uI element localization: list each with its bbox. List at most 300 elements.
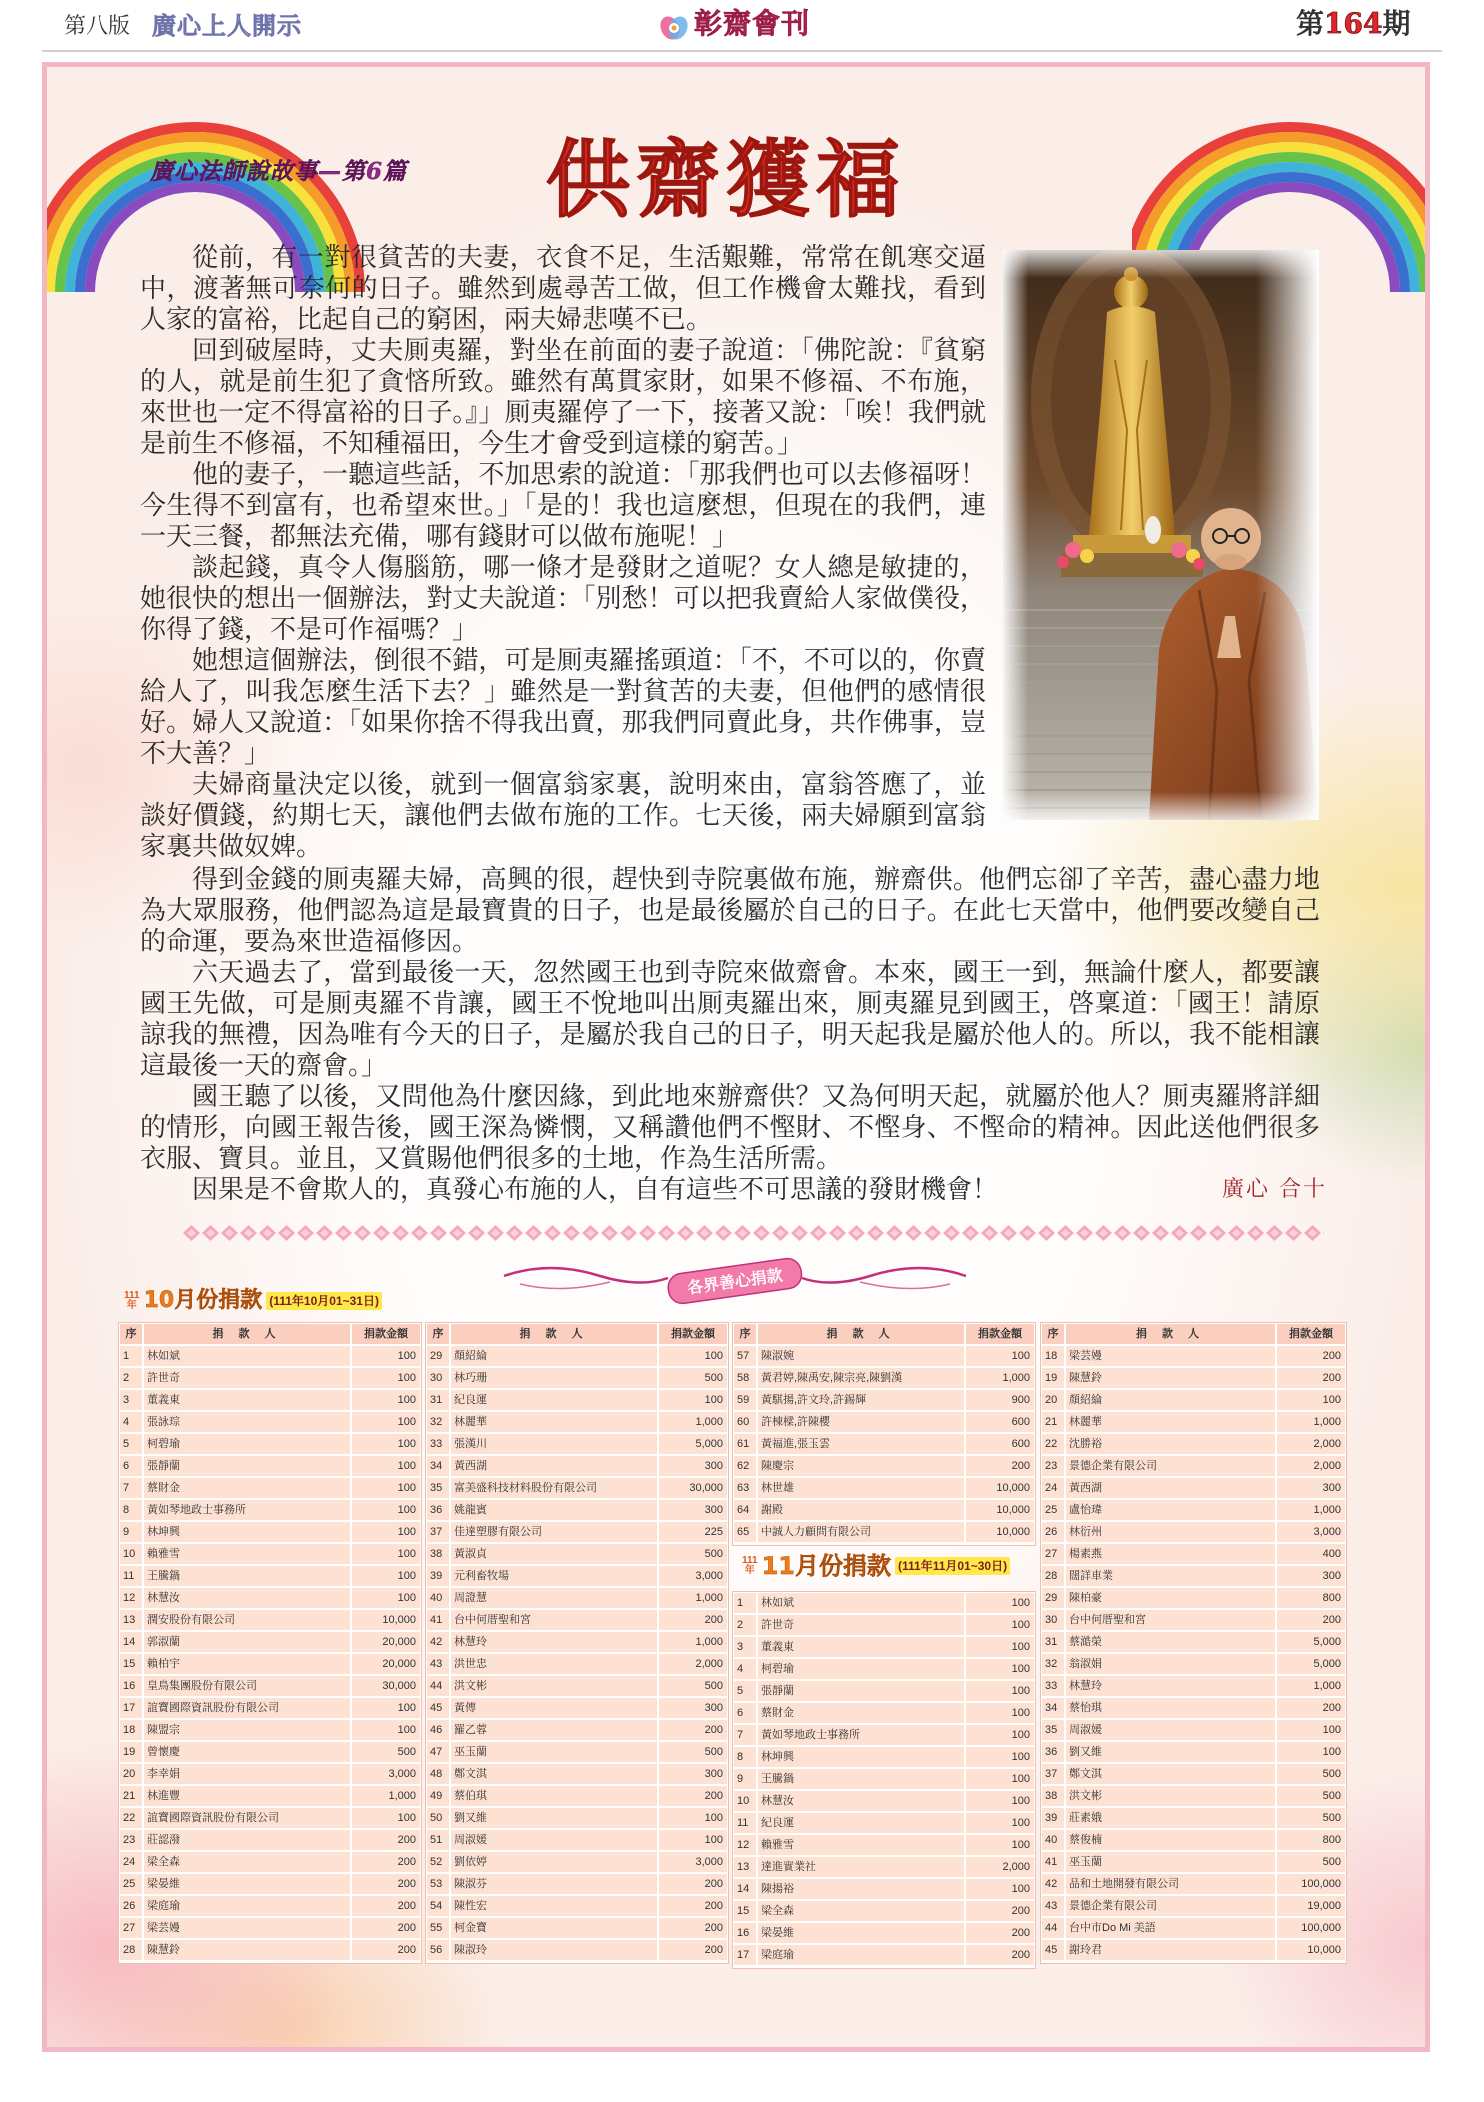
donation-amount: 100 — [352, 1522, 420, 1542]
donation-row — [734, 1813, 1034, 1833]
donation-amount: 100 — [966, 1725, 1034, 1745]
donation-amount: 200 — [1277, 1610, 1345, 1630]
header-no: 序 — [427, 1324, 449, 1344]
donation-name: 紀良運 — [758, 1813, 964, 1833]
donation-amount: 1,000 — [1277, 1676, 1345, 1696]
donation-no: 11 — [120, 1566, 142, 1586]
donation-name: 黃如琴地政士事務所 — [144, 1500, 350, 1520]
donation-row — [120, 1918, 420, 1938]
donation-amount: 100 — [966, 1615, 1034, 1635]
donation-name: 梁芸嫚 — [144, 1918, 350, 1938]
donation-no: 61 — [734, 1434, 756, 1454]
donation-no: 45 — [427, 1698, 449, 1718]
donation-amount: 900 — [966, 1390, 1034, 1410]
donation-row — [120, 1698, 420, 1718]
donation-row — [734, 1659, 1034, 1679]
donation-no: 52 — [427, 1852, 449, 1872]
donation-name: 鄭文淇 — [451, 1764, 657, 1784]
donation-amount: 10,000 — [966, 1500, 1034, 1520]
donation-no: 40 — [427, 1588, 449, 1608]
donation-row — [734, 1412, 1034, 1432]
donation-amount: 100 — [352, 1808, 420, 1828]
donation-no: 30 — [1042, 1610, 1064, 1630]
donation-name: 黃君婷,陳禹安,陳宗亮,陳劉漢 — [758, 1368, 964, 1388]
donation-no: 13 — [734, 1857, 756, 1877]
donation-no: 60 — [734, 1412, 756, 1432]
donation-no: 4 — [120, 1412, 142, 1432]
donation-name: 許世奇 — [144, 1368, 350, 1388]
donation-amount: 100 — [659, 1390, 727, 1410]
donation-name: 梁全森 — [758, 1901, 964, 1921]
donation-name: 陳慧鈴 — [1066, 1368, 1275, 1388]
donation-amount: 200 — [352, 1852, 420, 1872]
donation-row — [427, 1346, 727, 1366]
donation-row — [734, 1390, 1034, 1410]
donation-no: 21 — [1042, 1412, 1064, 1432]
donation-row — [734, 1857, 1034, 1877]
donation-row — [120, 1830, 420, 1850]
donation-amount: 100 — [966, 1835, 1034, 1855]
donation-amount: 100 — [352, 1368, 420, 1388]
donation-no: 31 — [427, 1390, 449, 1410]
header-no: 序 — [1042, 1324, 1064, 1344]
donation-name: 林慧玲 — [1066, 1676, 1275, 1696]
donation-row — [427, 1478, 727, 1498]
donation-row — [734, 1346, 1034, 1366]
donation-name: 皇鳥集團股份有限公司 — [144, 1676, 350, 1696]
donation-no: 17 — [734, 1945, 756, 1965]
donation-no: 3 — [120, 1390, 142, 1410]
donation-amount: 500 — [1277, 1764, 1345, 1784]
article-title: 供齋獲福 — [546, 130, 907, 229]
story-paragraph: 因果是不會欺人的，真發心布施的人，自有這些不可思議的發財機會！ — [192, 1175, 999, 1205]
donation-no: 50 — [427, 1808, 449, 1828]
donation-name: 沈勝裕 — [1066, 1434, 1275, 1454]
donation-amount: 100 — [966, 1681, 1034, 1701]
donation-no: 20 — [120, 1764, 142, 1784]
donation-row — [1042, 1390, 1345, 1410]
donation-no: 6 — [120, 1456, 142, 1476]
donation-row — [120, 1896, 420, 1916]
donation-row — [427, 1610, 727, 1630]
donation-no: 18 — [120, 1720, 142, 1740]
donation-row — [120, 1742, 420, 1762]
donation-name: 盧怡瑋 — [1066, 1500, 1275, 1520]
donation-amount: 100 — [352, 1390, 420, 1410]
donation-table — [1040, 1322, 1347, 1964]
donation-amount: 100 — [352, 1588, 420, 1608]
october-heading — [124, 1290, 382, 1312]
donation-amount: 400 — [1277, 1544, 1345, 1564]
donation-no: 45 — [1042, 1940, 1064, 1960]
donation-amount: 2,000 — [1277, 1456, 1345, 1476]
donation-amount: 1,000 — [659, 1588, 727, 1608]
donation-name: 元利畜牧場 — [451, 1566, 657, 1586]
donation-amount: 3,000 — [352, 1764, 420, 1784]
donation-no: 10 — [120, 1544, 142, 1564]
donation-row — [120, 1654, 420, 1674]
donation-no: 56 — [427, 1940, 449, 1960]
donation-row — [427, 1632, 727, 1652]
donation-amount: 3,000 — [659, 1566, 727, 1586]
donation-no: 33 — [1042, 1676, 1064, 1696]
donation-row — [1042, 1500, 1345, 1520]
donation-name: 梁全森 — [144, 1852, 350, 1872]
donation-no: 3 — [734, 1637, 756, 1657]
donation-row — [427, 1522, 727, 1542]
donation-no: 55 — [427, 1918, 449, 1938]
donation-no: 39 — [1042, 1808, 1064, 1828]
donation-row — [734, 1681, 1034, 1701]
donation-name: 劉又維 — [1066, 1742, 1275, 1762]
donation-amount: 100 — [966, 1703, 1034, 1723]
donation-name: 翁淑娟 — [1066, 1654, 1275, 1674]
donation-amount: 100 — [966, 1659, 1034, 1679]
story-paragraph: 夫婦商量決定以後，就到一個富翁家裏，說明來由，富翁答應了，並談好價錢，約期七天，讓他們去做布施的工作。七天後，兩夫婦願到富翁家裏共做奴婢。 — [140, 770, 986, 862]
donation-amount: 200 — [966, 1923, 1034, 1943]
year-number: 111 — [124, 1290, 140, 1301]
donation-name: 達進實業社 — [758, 1857, 964, 1877]
donation-row — [734, 1637, 1034, 1657]
donation-amount: 2,000 — [659, 1654, 727, 1674]
donation-no: 64 — [734, 1500, 756, 1520]
donation-row — [1042, 1654, 1345, 1674]
donation-name: 莊認潑 — [144, 1830, 350, 1850]
donation-no: 11 — [734, 1813, 756, 1833]
story-text-upper — [140, 243, 986, 863]
donation-name: 黃如琴地政士事務所 — [758, 1725, 964, 1745]
donation-amount: 200 — [352, 1918, 420, 1938]
donation-amount: 3,000 — [1277, 1522, 1345, 1542]
donation-row — [427, 1786, 727, 1806]
donation-amount: 100 — [352, 1478, 420, 1498]
donation-row — [734, 1615, 1034, 1635]
donation-name: 許世奇 — [758, 1615, 964, 1635]
donation-no: 18 — [1042, 1346, 1064, 1366]
donation-no: 54 — [427, 1896, 449, 1916]
donation-no: 47 — [427, 1742, 449, 1762]
donation-row — [120, 1390, 420, 1410]
donation-name: 洪世忠 — [451, 1654, 657, 1674]
donation-name: 品和土地開發有限公司 — [1066, 1874, 1275, 1894]
donation-amount: 20,000 — [352, 1632, 420, 1652]
donation-name: 林慧玲 — [451, 1632, 657, 1652]
donation-name: 梁晏維 — [758, 1923, 964, 1943]
donation-row — [1042, 1940, 1345, 1960]
donation-no: 59 — [734, 1390, 756, 1410]
donation-row — [427, 1500, 727, 1520]
donation-no: 43 — [1042, 1896, 1064, 1916]
donation-name: 陳慧鈴 — [144, 1940, 350, 1960]
donation-name: 林巧珊 — [451, 1368, 657, 1388]
story-paragraph: 六天過去了，當到最後一天，忽然國王也到寺院來做齋會。本來，國王一到，無論什麼人，都要讓國王先做，可是厠夷羅不肯讓，國王不悅地叫出厠夷羅出來，厠夷羅見到國王，啓稟道：「國王！請原諒我的無禮，因為唯有今天的日子，是屬於我自己的日子，明天起我是屬於他人的。所以，我不能相讓這最後一天的齋會。」 — [140, 958, 1320, 1081]
donation-amount: 300 — [659, 1764, 727, 1784]
donation-row — [734, 1747, 1034, 1767]
donation-table — [732, 1322, 1036, 1546]
donation-name: 黃騏揚,許文玲,許錫輝 — [758, 1390, 964, 1410]
donation-row — [1042, 1434, 1345, 1454]
donation-name: 台中市Do Mi 美語 — [1066, 1918, 1275, 1938]
donation-amount: 500 — [1277, 1786, 1345, 1806]
donation-amount: 200 — [659, 1940, 727, 1960]
donation-amount: 100 — [966, 1769, 1034, 1789]
donation-amount: 100 — [352, 1698, 420, 1718]
donation-row — [734, 1945, 1034, 1965]
donation-row — [427, 1676, 727, 1696]
donation-amount: 800 — [1277, 1830, 1345, 1850]
donation-name: 林坤興 — [758, 1747, 964, 1767]
donation-row — [120, 1786, 420, 1806]
donation-name: 黃傳 — [451, 1698, 657, 1718]
donation-row — [1042, 1456, 1345, 1476]
donation-row — [734, 1434, 1034, 1454]
monk-buddha-photo — [1003, 250, 1319, 820]
donation-name: 台中何厝聖和宮 — [451, 1610, 657, 1630]
donation-name: 林進豐 — [144, 1786, 350, 1806]
donation-no: 26 — [1042, 1522, 1064, 1542]
donation-no: 63 — [734, 1478, 756, 1498]
issue-prefix: 第 — [1296, 7, 1325, 40]
donation-name: 蔡伯琪 — [451, 1786, 657, 1806]
donation-row — [1042, 1610, 1345, 1630]
donation-amount: 200 — [659, 1610, 727, 1630]
donation-no: 7 — [734, 1725, 756, 1745]
donation-amount: 10,000 — [966, 1522, 1034, 1542]
year-mark — [742, 1556, 758, 1576]
donation-amount: 100 — [966, 1879, 1034, 1899]
donation-amount: 100 — [352, 1346, 420, 1366]
donation-name: 蔡財金 — [758, 1703, 964, 1723]
donation-row — [120, 1808, 420, 1828]
header-name: 捐 款 人 — [144, 1324, 350, 1344]
donation-amount: 200 — [659, 1786, 727, 1806]
donation-name: 賴雅雪 — [144, 1544, 350, 1564]
donation-no: 42 — [427, 1632, 449, 1652]
donation-amount: 3,000 — [659, 1852, 727, 1872]
donation-row — [734, 1769, 1034, 1789]
edition-label: 第八版 — [64, 14, 131, 39]
donation-no: 30 — [427, 1368, 449, 1388]
donation-amount: 600 — [966, 1412, 1034, 1432]
donation-no: 4 — [734, 1659, 756, 1679]
column-title: 廣心上人開示 — [152, 12, 302, 40]
donation-no: 19 — [120, 1742, 142, 1762]
donation-no: 29 — [1042, 1588, 1064, 1608]
donation-amount: 500 — [1277, 1852, 1345, 1872]
donation-no: 51 — [427, 1830, 449, 1850]
donation-row — [1042, 1720, 1345, 1740]
donation-no: 36 — [1042, 1742, 1064, 1762]
donation-row — [1042, 1544, 1345, 1564]
header-rule — [42, 50, 1442, 52]
donation-row — [120, 1852, 420, 1872]
donation-no: 10 — [734, 1791, 756, 1811]
donation-no: 24 — [120, 1852, 142, 1872]
donation-amount: 200 — [966, 1456, 1034, 1476]
donation-row — [427, 1588, 727, 1608]
donation-name: 蔡俊楠 — [1066, 1830, 1275, 1850]
donation-row — [1042, 1918, 1345, 1938]
donation-name: 賴柏宇 — [144, 1654, 350, 1674]
donation-name: 周淑媛 — [451, 1830, 657, 1850]
donation-row — [1042, 1566, 1345, 1586]
donation-amount: 500 — [659, 1676, 727, 1696]
donation-row — [734, 1478, 1034, 1498]
donation-amount: 100 — [966, 1593, 1034, 1613]
donation-name: 郭淑蘭 — [144, 1632, 350, 1652]
donation-no: 34 — [1042, 1698, 1064, 1718]
series-subtitle: 廣心法師說故事—第6篇 — [150, 158, 408, 185]
donation-amount: 200 — [1277, 1368, 1345, 1388]
donation-no: 22 — [1042, 1434, 1064, 1454]
donation-name: 林麗華 — [451, 1412, 657, 1432]
donation-no: 40 — [1042, 1830, 1064, 1850]
donation-no: 44 — [1042, 1918, 1064, 1938]
donation-no: 62 — [734, 1456, 756, 1476]
donation-amount: 10,000 — [1277, 1940, 1345, 1960]
donation-amount: 200 — [659, 1896, 727, 1916]
donation-no: 65 — [734, 1522, 756, 1542]
donation-amount: 30,000 — [659, 1478, 727, 1498]
donation-name: 周證慧 — [451, 1588, 657, 1608]
donation-name: 楊素燕 — [1066, 1544, 1275, 1564]
donation-row — [427, 1698, 727, 1718]
donation-name: 劉依婷 — [451, 1852, 657, 1872]
donation-row — [120, 1456, 420, 1476]
story-paragraph: 她想這個辦法，倒很不錯，可是厠夷羅搖頭道：「不，不可以的，你賣給人了，叫我怎麼生活下去？」雖然是一對貧苦的夫妻，但他們的感情很好。婦人又說道：「如果你捨不得我出賣，那我們同賣此身，共作佛事，豈不大善？」 — [140, 646, 986, 769]
date-range: (111年10月01~31日) — [266, 1292, 382, 1310]
donation-no: 7 — [120, 1478, 142, 1498]
ribbon-banner — [500, 1254, 970, 1310]
donation-no: 2 — [120, 1368, 142, 1388]
donation-name: 柯金寶 — [451, 1918, 657, 1938]
november-heading — [742, 1554, 1010, 1578]
donation-row — [1042, 1368, 1345, 1388]
donation-row — [1042, 1742, 1345, 1762]
donation-no: 43 — [427, 1654, 449, 1674]
donation-row — [120, 1720, 420, 1740]
donation-row — [734, 1901, 1034, 1921]
donation-amount: 100 — [966, 1346, 1034, 1366]
donation-row — [734, 1725, 1034, 1745]
donation-row — [734, 1835, 1034, 1855]
table-header — [734, 1324, 1034, 1344]
donation-name: 林慧汝 — [758, 1791, 964, 1811]
donation-amount: 1,000 — [659, 1632, 727, 1652]
donation-amount: 500 — [659, 1544, 727, 1564]
donation-amount: 200 — [1277, 1346, 1345, 1366]
table-header — [120, 1324, 420, 1344]
donation-row — [427, 1852, 727, 1872]
lotus-logo-icon — [656, 8, 692, 44]
donation-no: 38 — [1042, 1786, 1064, 1806]
donation-row — [1042, 1346, 1345, 1366]
donation-table — [425, 1322, 729, 1964]
year-number: 111 — [742, 1555, 758, 1566]
donation-no: 24 — [1042, 1478, 1064, 1498]
donation-amount: 100 — [966, 1791, 1034, 1811]
donation-name: 誼寶國際資訊股份有限公司 — [144, 1808, 350, 1828]
header-name: 捐 款 人 — [1066, 1324, 1275, 1344]
donation-no: 22 — [120, 1808, 142, 1828]
donation-name: 蔡澔榮 — [1066, 1632, 1275, 1652]
donation-name: 董義東 — [144, 1390, 350, 1410]
donation-row — [734, 1522, 1034, 1542]
header-name: 捐 款 人 — [451, 1324, 657, 1344]
issue-number-value: 164 — [1324, 7, 1383, 40]
donation-amount: 5,000 — [659, 1434, 727, 1454]
donation-row — [427, 1390, 727, 1410]
donation-amount: 100 — [352, 1720, 420, 1740]
donation-name: 黃西湖 — [1066, 1478, 1275, 1498]
donation-row — [734, 1703, 1034, 1723]
donation-row — [1042, 1764, 1345, 1784]
donation-no: 16 — [120, 1676, 142, 1696]
donation-no: 38 — [427, 1544, 449, 1564]
donation-no: 32 — [1042, 1654, 1064, 1674]
donation-row — [1042, 1874, 1345, 1894]
donation-row — [1042, 1412, 1345, 1432]
donation-no: 32 — [427, 1412, 449, 1432]
donation-no: 41 — [427, 1610, 449, 1630]
header-no: 序 — [734, 1324, 756, 1344]
donation-amount: 100 — [1277, 1390, 1345, 1410]
donation-no: 21 — [120, 1786, 142, 1806]
table-header — [1042, 1324, 1345, 1344]
donation-row — [427, 1742, 727, 1762]
header-no: 序 — [120, 1324, 142, 1344]
donation-no: 37 — [1042, 1764, 1064, 1784]
donation-amount: 100 — [1277, 1742, 1345, 1762]
donation-amount: 100 — [352, 1456, 420, 1476]
donation-name: 梁庭瑜 — [144, 1896, 350, 1916]
donation-row — [120, 1412, 420, 1432]
donation-name: 陳淑玲 — [451, 1940, 657, 1960]
donation-name: 顏紹綸 — [451, 1346, 657, 1366]
donation-name: 梁庭瑜 — [758, 1945, 964, 1965]
donation-no: 9 — [734, 1769, 756, 1789]
donation-no: 35 — [427, 1478, 449, 1498]
donation-row — [120, 1874, 420, 1894]
donation-amount: 500 — [659, 1368, 727, 1388]
donation-no: 33 — [427, 1434, 449, 1454]
donation-row — [1042, 1588, 1345, 1608]
donation-row — [120, 1676, 420, 1696]
donation-no: 28 — [1042, 1566, 1064, 1586]
donation-name: 佳達塑膠有限公司 — [451, 1522, 657, 1542]
donation-amount: 200 — [966, 1901, 1034, 1921]
year-unit: 年 — [744, 1565, 755, 1576]
donation-no: 2 — [734, 1615, 756, 1635]
donation-amount: 100 — [966, 1747, 1034, 1767]
donation-amount: 200 — [1277, 1698, 1345, 1718]
donation-amount: 300 — [1277, 1478, 1345, 1498]
donation-no: 12 — [734, 1835, 756, 1855]
donation-amount: 100 — [966, 1637, 1034, 1657]
donation-row — [120, 1940, 420, 1960]
donation-name: 陳揚裕 — [758, 1879, 964, 1899]
donation-amount: 200 — [352, 1896, 420, 1916]
donation-row — [120, 1478, 420, 1498]
donation-amount: 2,000 — [1277, 1434, 1345, 1454]
donation-name: 蔡怡琪 — [1066, 1698, 1275, 1718]
donation-amount: 300 — [659, 1698, 727, 1718]
donation-amount: 100 — [659, 1830, 727, 1850]
donation-row — [1042, 1830, 1345, 1850]
donation-no: 5 — [734, 1681, 756, 1701]
donation-no: 19 — [1042, 1368, 1064, 1388]
donation-name: 王騰鍋 — [144, 1566, 350, 1586]
